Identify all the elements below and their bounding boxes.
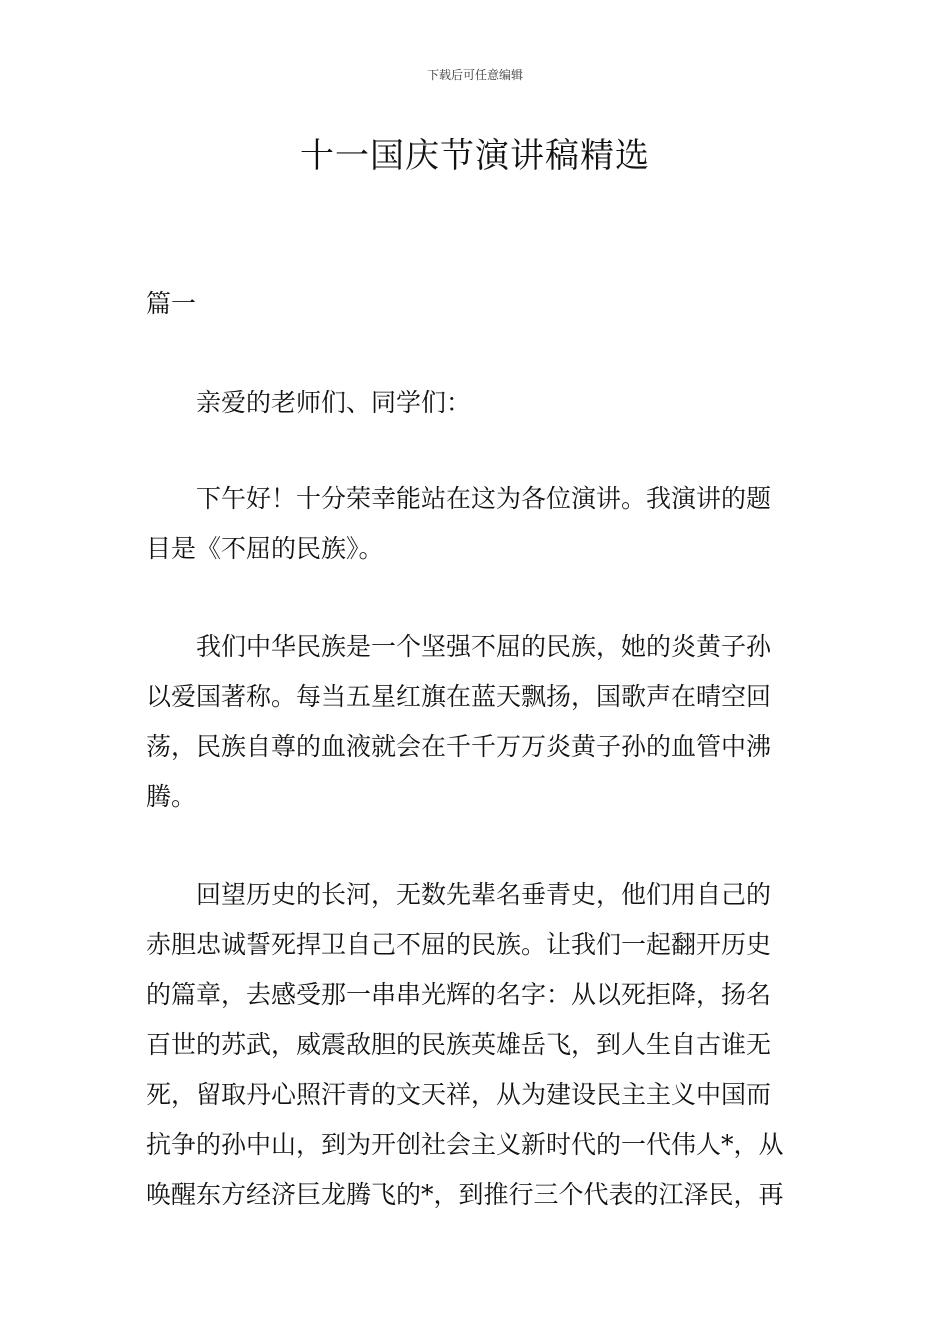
- paragraph-line: 目是《不屈的民族》。: [146, 534, 384, 563]
- paragraph-line: 百世的苏武，威震敌胆的民族英雄岳飞，到人生自古谁无: [146, 1030, 772, 1059]
- greeting: [146, 378, 811, 428]
- paragraph-line: 荡，民族自尊的血液就会在千千万万炎黄子孙的血管中沸: [146, 732, 772, 761]
- paragraph-line: 赤胆忠诚誓死捍卫自己不屈的民族。让我们一起翻开历史: [146, 930, 772, 959]
- paragraph-line: 回望历史的长河，无数先辈名垂青史，他们用自己的: [196, 880, 772, 909]
- section-label: 篇一: [146, 289, 197, 318]
- paragraph-2: [146, 622, 811, 822]
- header-note: 下载后可任意编辑: [426, 68, 523, 82]
- paragraph-line: 的篇章，去感受那一串串光辉的名字：从以死拒降，扬名: [146, 980, 772, 1009]
- paragraph-line: 以爱国著称。每当五星红旗在蓝天飘扬，国歌声在晴空回: [146, 682, 772, 711]
- paragraph-line: 抗争的孙中山，到为开创社会主义新时代的一代伟人*，从: [146, 1130, 784, 1159]
- paragraph-line: 我们中华民族是一个坚强不屈的民族，她的炎黄子孙: [196, 632, 772, 661]
- paragraph-line: 下午好！十分荣幸能站在这为各位演讲。我演讲的题: [196, 484, 772, 513]
- document-title: 十一国庆节演讲稿精选: [300, 136, 650, 176]
- paragraph-line: 唤醒东方经济巨龙腾飞的*，到推行三个代表的江泽民，再: [146, 1180, 784, 1209]
- greeting-line: 亲爱的老师们、同学们：: [196, 388, 472, 417]
- paragraph-line: 死，留取丹心照汗青的文天祥，从为建设民主主义中国而: [146, 1080, 772, 1109]
- paragraph-line: 腾。: [146, 782, 197, 811]
- paragraph-3: [146, 870, 811, 1220]
- paragraph-1: [146, 474, 811, 574]
